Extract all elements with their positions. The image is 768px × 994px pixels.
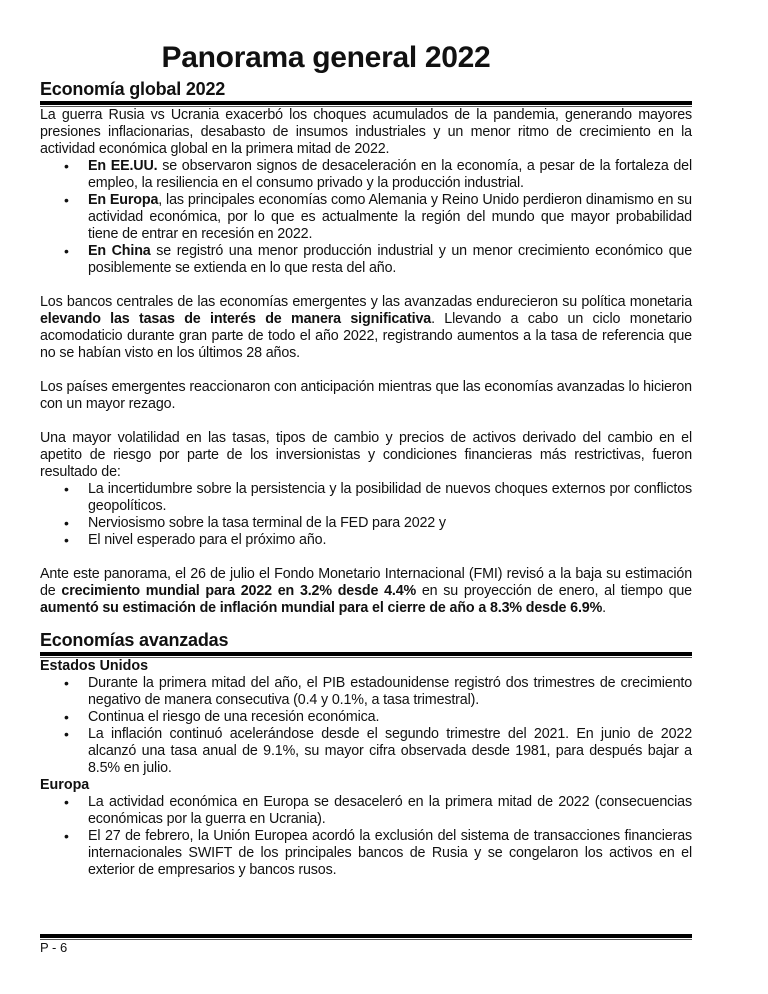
footer-divider xyxy=(40,934,692,940)
bullet-icon: • xyxy=(64,675,69,691)
global-bullet-list xyxy=(40,158,692,277)
document-body xyxy=(40,78,692,879)
bullet-icon: • xyxy=(64,192,69,208)
section-divider xyxy=(40,101,692,107)
bullet-icon: • xyxy=(64,158,69,174)
bullet-icon: • xyxy=(64,532,69,548)
list-item: • En China se registró una menor producción industrial y un menor crecimiento económico que posiblemente se extienda en lo que resta del año. xyxy=(64,243,692,276)
us-bullet-list xyxy=(40,675,692,777)
imf-paragraph: Ante este panorama, el 26 de julio el Fondo Monetario Internacional (FMI) revisó a la baja su estimación de crecimiento mundial para 2022 en 3.2% desde 4.4% en su proyección de enero, al tiempo que aumentó su estimación de inflación mundial para el cierre de año a 8.3% desde 6.9%. xyxy=(40,566,692,616)
list-item: • Continua el riesgo de una recesión económica. xyxy=(64,709,380,725)
bullet-icon: • xyxy=(64,481,69,497)
subheading-us: Estados Unidos xyxy=(40,658,149,674)
list-item: • La incertidumbre sobre la persistencia y la posibilidad de nuevos choques externos por conflictos geopolíticos. xyxy=(64,481,692,514)
bullet-icon: • xyxy=(64,828,69,844)
page-number: P - 6 xyxy=(40,940,68,955)
bullet-icon: • xyxy=(64,726,69,742)
emerging-paragraph: Los países emergentes reaccionaron con anticipación mientras que las economías avanzadas lo hicieron con un mayor rezago. xyxy=(40,379,692,412)
central-banks-paragraph: Los bancos centrales de las economías emergentes y las avanzadas endurecieron su política monetaria elevando las tasas de interés de manera significativa. Llevando a cabo un ciclo monetario acomodaticio durante gran parte de todo el año 2022, registrando aumentos a la tasa de referencia que no se habían visto en los últimos 28 años. xyxy=(40,294,692,361)
bullet-icon: • xyxy=(64,794,69,810)
list-item: • La actividad económica en Europa se desaceleró en la primera mitad de 2022 (consecuencias económicas por la guerra en Ucrania). xyxy=(64,794,692,827)
volatility-paragraph: Una mayor volatilidad en las tasas, tipos de cambio y precios de activos derivado del cambio en el apetito de riesgo por parte de los inversionistas y condiciones financieras más restrictivas, fueron resultado de: xyxy=(40,430,692,480)
bullet-icon: • xyxy=(64,243,69,259)
list-item: • En EE.UU. se observaron signos de desaceleración en la economía, a pesar de la fortaleza del empleo, la resiliencia en el consumo privado y la producción industrial. xyxy=(64,158,692,191)
list-item: • La inflación continuó acelerándose desde el segundo trimestre del 2021. En junio de 2022 alcanzó una tasa anual de 9.1%, su mayor cifra observada desde 1981, para después bajar a 8.5% en julio. xyxy=(64,726,692,776)
section-divider xyxy=(40,652,692,658)
bullet-icon: • xyxy=(64,709,69,725)
section-heading-global: Economía global 2022 xyxy=(40,79,226,99)
list-item: • Durante la primera mitad del año, el PIB estadounidense registró dos trimestres de crecimiento negativo de manera consecutiva (0.4 y 0.1%, a tasa trimestral). xyxy=(64,675,692,708)
europe-bullet-list xyxy=(40,794,692,879)
list-item: • El 27 de febrero, la Unión Europea acordó la exclusión del sistema de transacciones financieras internacionales SWIFT de los principales bancos de Rusia y se congelaron los activos en el exterior de empresarios y bancos rusos. xyxy=(64,828,692,878)
subheading-europe: Europa xyxy=(40,777,90,793)
page-title: Panorama general 2022 xyxy=(161,41,491,74)
list-item: • El nivel esperado para el próximo año. xyxy=(64,532,327,548)
volatility-bullet-list xyxy=(40,481,692,549)
list-item: • Nerviosismo sobre la tasa terminal de la FED para 2022 y xyxy=(64,515,446,531)
bullet-icon: • xyxy=(64,515,69,531)
intro-paragraph: La guerra Rusia vs Ucrania exacerbó los choques acumulados de la pandemia, generando mayores presiones inflacionarias, desabasto de insumos industriales y un menor ritmo de crecimiento en la actividad económica global en la primera mitad de 2022. xyxy=(40,107,692,157)
list-item: • En Europa, las principales economías como Alemania y Reino Unido perdieron dinamismo en su actividad económica, por lo que es actualmente la región del mundo que mayor probabilidad tiene de entrar en recesión en 2022. xyxy=(64,192,692,242)
section-heading-advanced: Economías avanzadas xyxy=(40,630,229,650)
